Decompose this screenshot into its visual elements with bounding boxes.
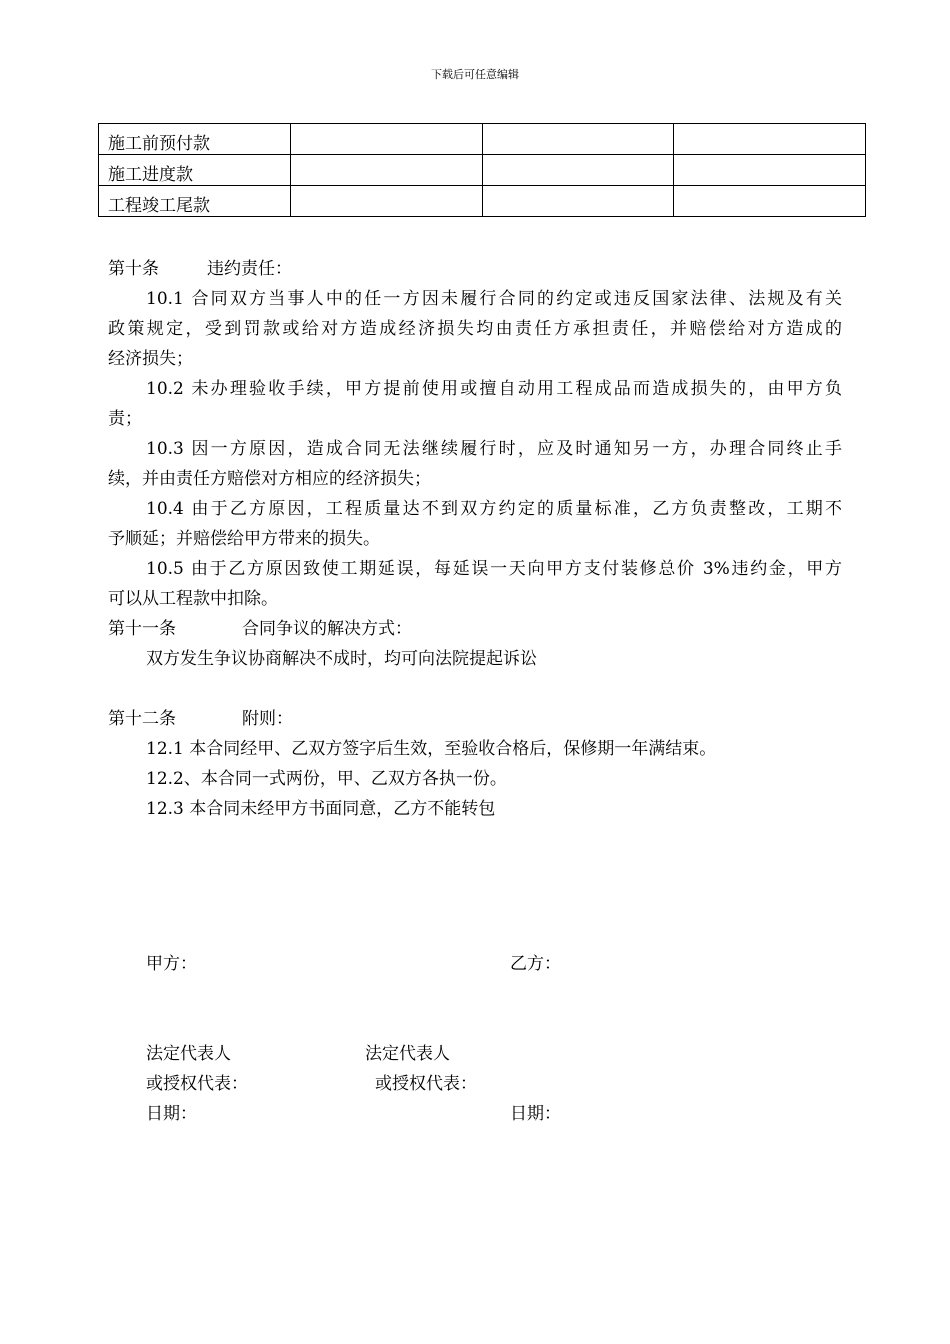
clause-10-5-line-2: 可以从工程款中扣除。: [108, 589, 278, 609]
clause-10-1-line-3: 经济损失；: [108, 349, 193, 369]
clause-10-3-line-2: 续，并由责任方赔偿对方相应的经济损失；: [108, 469, 431, 489]
party-a-legal-rep-label: 法定代表人: [146, 1044, 231, 1064]
table-cell-label: 工程竣工尾款: [99, 186, 291, 217]
party-a-date-label: 日期：: [146, 1104, 197, 1124]
table-row: [99, 155, 866, 186]
party-b-legal-rep-label: 法定代表人: [365, 1044, 450, 1064]
article-10-title: 违约责任：: [207, 259, 292, 279]
clause-12-2: 12.2、本合同一式两份，甲、乙双方各执一份。: [146, 769, 507, 789]
party-b-label: 乙方：: [510, 954, 561, 974]
table-cell-label: 施工前预付款: [99, 124, 291, 155]
article-10-number: 第十条: [108, 259, 159, 279]
clause-10-4-line-1: 10.4 由于乙方原因，工程质量达不到双方约定的质量标准，乙方负责整改，工期不: [146, 499, 842, 519]
clause-12-1: 12.1 本合同经甲、乙双方签字后生效，至验收合格后，保修期一年满结束。: [146, 739, 717, 759]
table-cell: [482, 155, 674, 186]
article-11-number: 第十一条: [108, 619, 176, 639]
clause-10-2-line-1: 10.2 未办理验收手续，甲方提前使用或擅自动用工程成品而造成损失的，由甲方负: [146, 379, 842, 399]
payment-table: [98, 123, 866, 217]
party-a-authorized-rep-label: 或授权代表：: [146, 1074, 248, 1094]
table-cell: [290, 186, 482, 217]
article-11-text: 双方发生争议协商解决不成时，均可向法院提起诉讼: [146, 649, 537, 669]
clause-10-5-line-1: 10.5 由于乙方原因致使工期延误，每延误一天向甲方支付装修总价 3%违约金，甲方: [146, 559, 842, 579]
party-b-date-label: 日期：: [510, 1104, 561, 1124]
table-cell: [290, 155, 482, 186]
party-a-label: 甲方：: [146, 954, 197, 974]
table-cell: [674, 124, 866, 155]
party-b-authorized-rep-label: 或授权代表：: [375, 1074, 477, 1094]
clause-10-3-line-1: 10.3 因一方原因，造成合同无法继续履行时，应及时通知另一方，办理合同终止手: [146, 439, 842, 459]
table-cell: [482, 124, 674, 155]
page-header-note: 下载后可任意编辑: [431, 68, 519, 81]
table-cell: [674, 186, 866, 217]
table-cell: [290, 124, 482, 155]
article-12-number: 第十二条: [108, 709, 176, 729]
table-row: [99, 124, 866, 155]
clause-10-2-line-2: 责；: [108, 409, 142, 429]
clause-10-1-line-1: 10.1 合同双方当事人中的任一方因未履行合同的约定或违反国家法律、法规及有关: [146, 289, 842, 309]
table-cell: [674, 155, 866, 186]
table-cell-label: 施工进度款: [99, 155, 291, 186]
article-11-title: 合同争议的解决方式：: [242, 619, 412, 639]
clause-10-1-line-2: 政策规定，受到罚款或给对方造成经济损失均由责任方承担责任，并赔偿给对方造成的: [108, 319, 842, 339]
article-12-title: 附则：: [242, 709, 293, 729]
clause-10-4-line-2: 予顺延；并赔偿给甲方带来的损失。: [108, 529, 380, 549]
table-cell: [482, 186, 674, 217]
table-row: [99, 186, 866, 217]
clause-12-3: 12.3 本合同未经甲方书面同意，乙方不能转包: [146, 799, 496, 819]
